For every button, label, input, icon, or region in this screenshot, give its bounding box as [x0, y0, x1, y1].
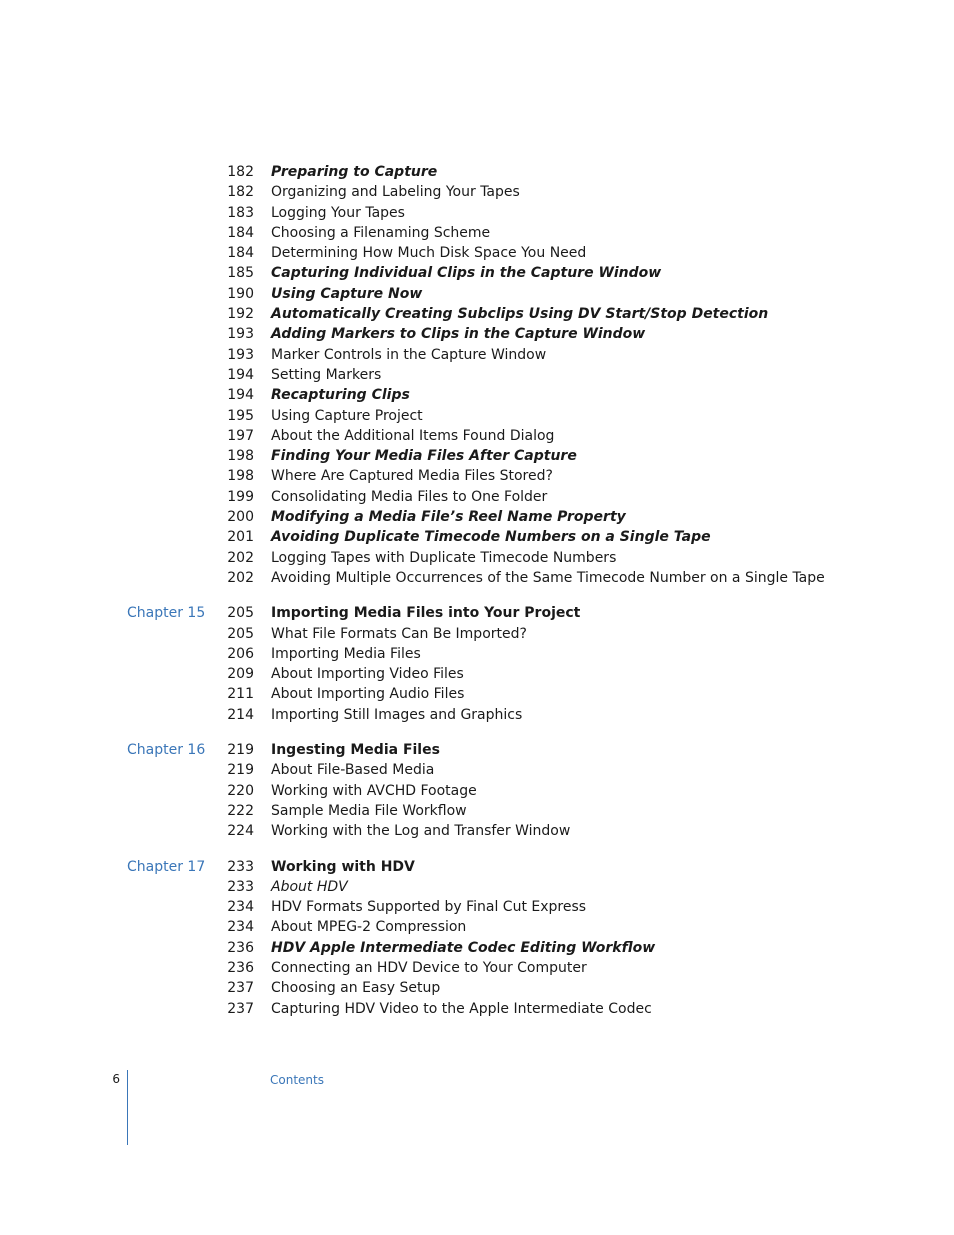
toc-entry[interactable]: [0, 426, 954, 446]
toc-entry[interactable]: [0, 781, 954, 801]
toc-entry-title: Adding Markers to Clips in the Capture Window: [271, 326, 646, 343]
toc-entry[interactable]: [0, 365, 954, 385]
toc-page-number: 197: [227, 427, 254, 444]
toc-entry[interactable]: [0, 684, 954, 704]
toc-page-number: 199: [227, 488, 254, 505]
toc-entry-title: Marker Controls in the Capture Window: [271, 346, 547, 363]
toc-entry[interactable]: [0, 304, 954, 324]
toc-chapter-group: [0, 857, 954, 1019]
toc-page-number: 182: [227, 164, 254, 180]
toc-page-number: 182: [227, 184, 254, 201]
toc-entry-title: Working with HDV: [271, 858, 415, 875]
toc-entry-title: Avoiding Duplicate Timecode Numbers on a Single Tape: [271, 529, 711, 546]
toc-entry[interactable]: [0, 548, 954, 568]
toc-page-number: 219: [227, 742, 254, 759]
toc-entry-title: About Importing Audio Files: [271, 686, 465, 703]
toc-entry-title: Organizing and Labeling Your Tapes: [271, 184, 520, 201]
toc-page-number: 200: [227, 509, 254, 526]
toc-page-number: 184: [227, 245, 254, 262]
toc-page-number: 193: [227, 326, 254, 343]
toc-page-number: 198: [227, 468, 254, 485]
toc-page-number: 198: [227, 448, 254, 465]
toc-page-number: 220: [227, 782, 254, 799]
toc-entry[interactable]: [0, 162, 954, 182]
toc-entry-title: Logging Tapes with Duplicate Timecode Numbers: [271, 549, 617, 566]
toc-entry[interactable]: [0, 527, 954, 547]
toc-entry-title: Consolidating Media Files to One Folder: [271, 488, 548, 505]
toc-entry-title: About File-Based Media: [271, 762, 435, 779]
toc-entry[interactable]: [0, 978, 954, 998]
chapter-label: Chapter 15: [127, 605, 206, 622]
toc-page-number: 193: [227, 346, 254, 363]
toc-entry[interactable]: [0, 999, 954, 1019]
toc-entry-title: About Importing Video Files: [271, 666, 464, 683]
toc-entry[interactable]: [0, 446, 954, 466]
toc-entry[interactable]: [0, 740, 954, 760]
toc-page-number: 195: [227, 407, 254, 424]
toc-entry[interactable]: [0, 917, 954, 937]
toc-entry[interactable]: [0, 507, 954, 527]
toc-page-number: 237: [227, 980, 254, 997]
toc-page-number: 190: [227, 285, 254, 302]
toc-chapter-group: [0, 740, 954, 841]
toc-entry-title: Importing Media Files into Your Project: [271, 605, 581, 622]
toc-entry-title: Where Are Captured Media Files Stored?: [271, 468, 553, 485]
toc-page-number: 211: [227, 686, 254, 703]
toc-entry-title: Ingesting Media Files: [271, 742, 440, 759]
toc-entry-title: What File Formats Can Be Imported?: [271, 625, 527, 642]
toc-entry-title: Sample Media File Workflow: [271, 802, 467, 819]
toc-page-number: 194: [227, 366, 254, 383]
toc-page-number: 205: [227, 625, 254, 642]
toc-entry[interactable]: [0, 223, 954, 243]
toc-page-number: 224: [227, 823, 254, 840]
toc-entry[interactable]: [0, 664, 954, 684]
toc-page-number: 206: [227, 645, 254, 662]
toc-entry-title: About HDV: [271, 878, 348, 895]
toc-entry[interactable]: [0, 603, 954, 623]
toc-page-number: 234: [227, 919, 254, 936]
toc-entry[interactable]: [0, 203, 954, 223]
toc-entry[interactable]: [0, 624, 954, 644]
toc-page-number: 194: [227, 387, 254, 404]
toc-entry[interactable]: [0, 821, 954, 841]
toc-page-number: 236: [227, 939, 254, 956]
toc-entry-title: Avoiding Multiple Occurrences of the Same Timecode Number on a Single Tape: [271, 569, 825, 586]
toc-entry-title: Setting Markers: [271, 366, 382, 383]
toc-entry[interactable]: [0, 345, 954, 365]
toc-entry[interactable]: [0, 466, 954, 486]
toc-entry-title: Choosing a Filenaming Scheme: [271, 224, 491, 241]
footer-page-number: 6: [112, 1072, 120, 1086]
toc-entry-title: Logging Your Tapes: [271, 204, 405, 221]
toc-entry-title: Using Capture Project: [271, 407, 423, 424]
toc-entry[interactable]: [0, 801, 954, 821]
toc-entry[interactable]: [0, 406, 954, 426]
toc-entry-title: Using Capture Now: [271, 285, 423, 302]
toc-entry-title: About MPEG-2 Compression: [271, 919, 467, 936]
toc-entry-title: Working with AVCHD Footage: [271, 782, 477, 799]
toc-entry-title: Importing Media Files: [271, 645, 421, 662]
toc-page-number: 237: [227, 1000, 254, 1017]
toc-entry[interactable]: [0, 324, 954, 344]
toc-page-number: 185: [227, 265, 254, 282]
toc-page-number: 214: [227, 706, 254, 723]
toc-entry[interactable]: [0, 568, 954, 588]
toc-page-number: 233: [227, 878, 254, 895]
toc-page-number: 202: [227, 549, 254, 566]
toc-entry[interactable]: [0, 487, 954, 507]
toc-page-number: 233: [227, 858, 254, 875]
toc-entry[interactable]: [0, 857, 954, 877]
toc-page-number: 234: [227, 899, 254, 916]
toc-entry-title: Working with the Log and Transfer Window: [271, 823, 571, 840]
chapter-label: Chapter 17: [127, 858, 206, 875]
toc-entry-title: Connecting an HDV Device to Your Computer: [271, 959, 587, 976]
toc-entry-title: About the Additional Items Found Dialog: [271, 427, 555, 444]
toc-entry[interactable]: [0, 182, 954, 202]
toc-page-number: 236: [227, 959, 254, 976]
toc-entry-title: Finding Your Media Files After Capture: [271, 448, 577, 465]
toc-entry[interactable]: [0, 284, 954, 304]
toc-entry-title: Recapturing Clips: [271, 387, 410, 404]
toc-entry-title: HDV Apple Intermediate Codec Editing Workflow: [271, 939, 656, 956]
toc-group-continued: [0, 162, 954, 588]
toc-entry[interactable]: [0, 897, 954, 917]
chapter-label: Chapter 16: [127, 742, 206, 759]
toc-page-number: 222: [227, 802, 254, 819]
toc-entry[interactable]: [0, 877, 954, 897]
toc-entry-title: Capturing HDV Video to the Apple Intermediate Codec: [271, 1000, 652, 1017]
toc-entry[interactable]: [0, 958, 954, 978]
toc-entry[interactable]: [0, 760, 954, 780]
toc-entry-title: Importing Still Images and Graphics: [271, 706, 523, 723]
toc-page-number: 209: [227, 666, 254, 683]
toc-entry[interactable]: [0, 263, 954, 283]
toc-entry[interactable]: [0, 938, 954, 958]
toc-entry-title: Modifying a Media File’s Reel Name Property: [271, 509, 626, 526]
toc-page-number: 219: [227, 762, 254, 779]
toc-entry[interactable]: [0, 243, 954, 263]
toc-entry-title: Choosing an Easy Setup: [271, 980, 441, 997]
toc-entry[interactable]: [0, 705, 954, 725]
toc-entry[interactable]: [0, 644, 954, 664]
toc-entry-title: HDV Formats Supported by Final Cut Express: [271, 899, 587, 916]
footer-section-label: Contents: [270, 1073, 324, 1087]
footer-rule: [127, 1070, 128, 1145]
toc-page-number: 202: [227, 569, 254, 586]
toc-page-number: 205: [227, 605, 254, 622]
toc-page-number: 183: [227, 204, 254, 221]
toc-entry-title: Determining How Much Disk Space You Need: [271, 245, 587, 262]
table-of-contents: [0, 162, 954, 1019]
toc-entry-title: Preparing to Capture: [271, 164, 438, 180]
toc-entry[interactable]: [0, 385, 954, 405]
toc-chapter-group: [0, 603, 954, 725]
toc-page-number: 184: [227, 224, 254, 241]
toc-entry-title: Capturing Individual Clips in the Capture Window: [271, 265, 662, 282]
toc-entry-title: Automatically Creating Subclips Using DV Start/Stop Detection: [271, 306, 769, 323]
toc-page-number: 192: [227, 306, 254, 323]
toc-page-number: 201: [227, 529, 254, 546]
